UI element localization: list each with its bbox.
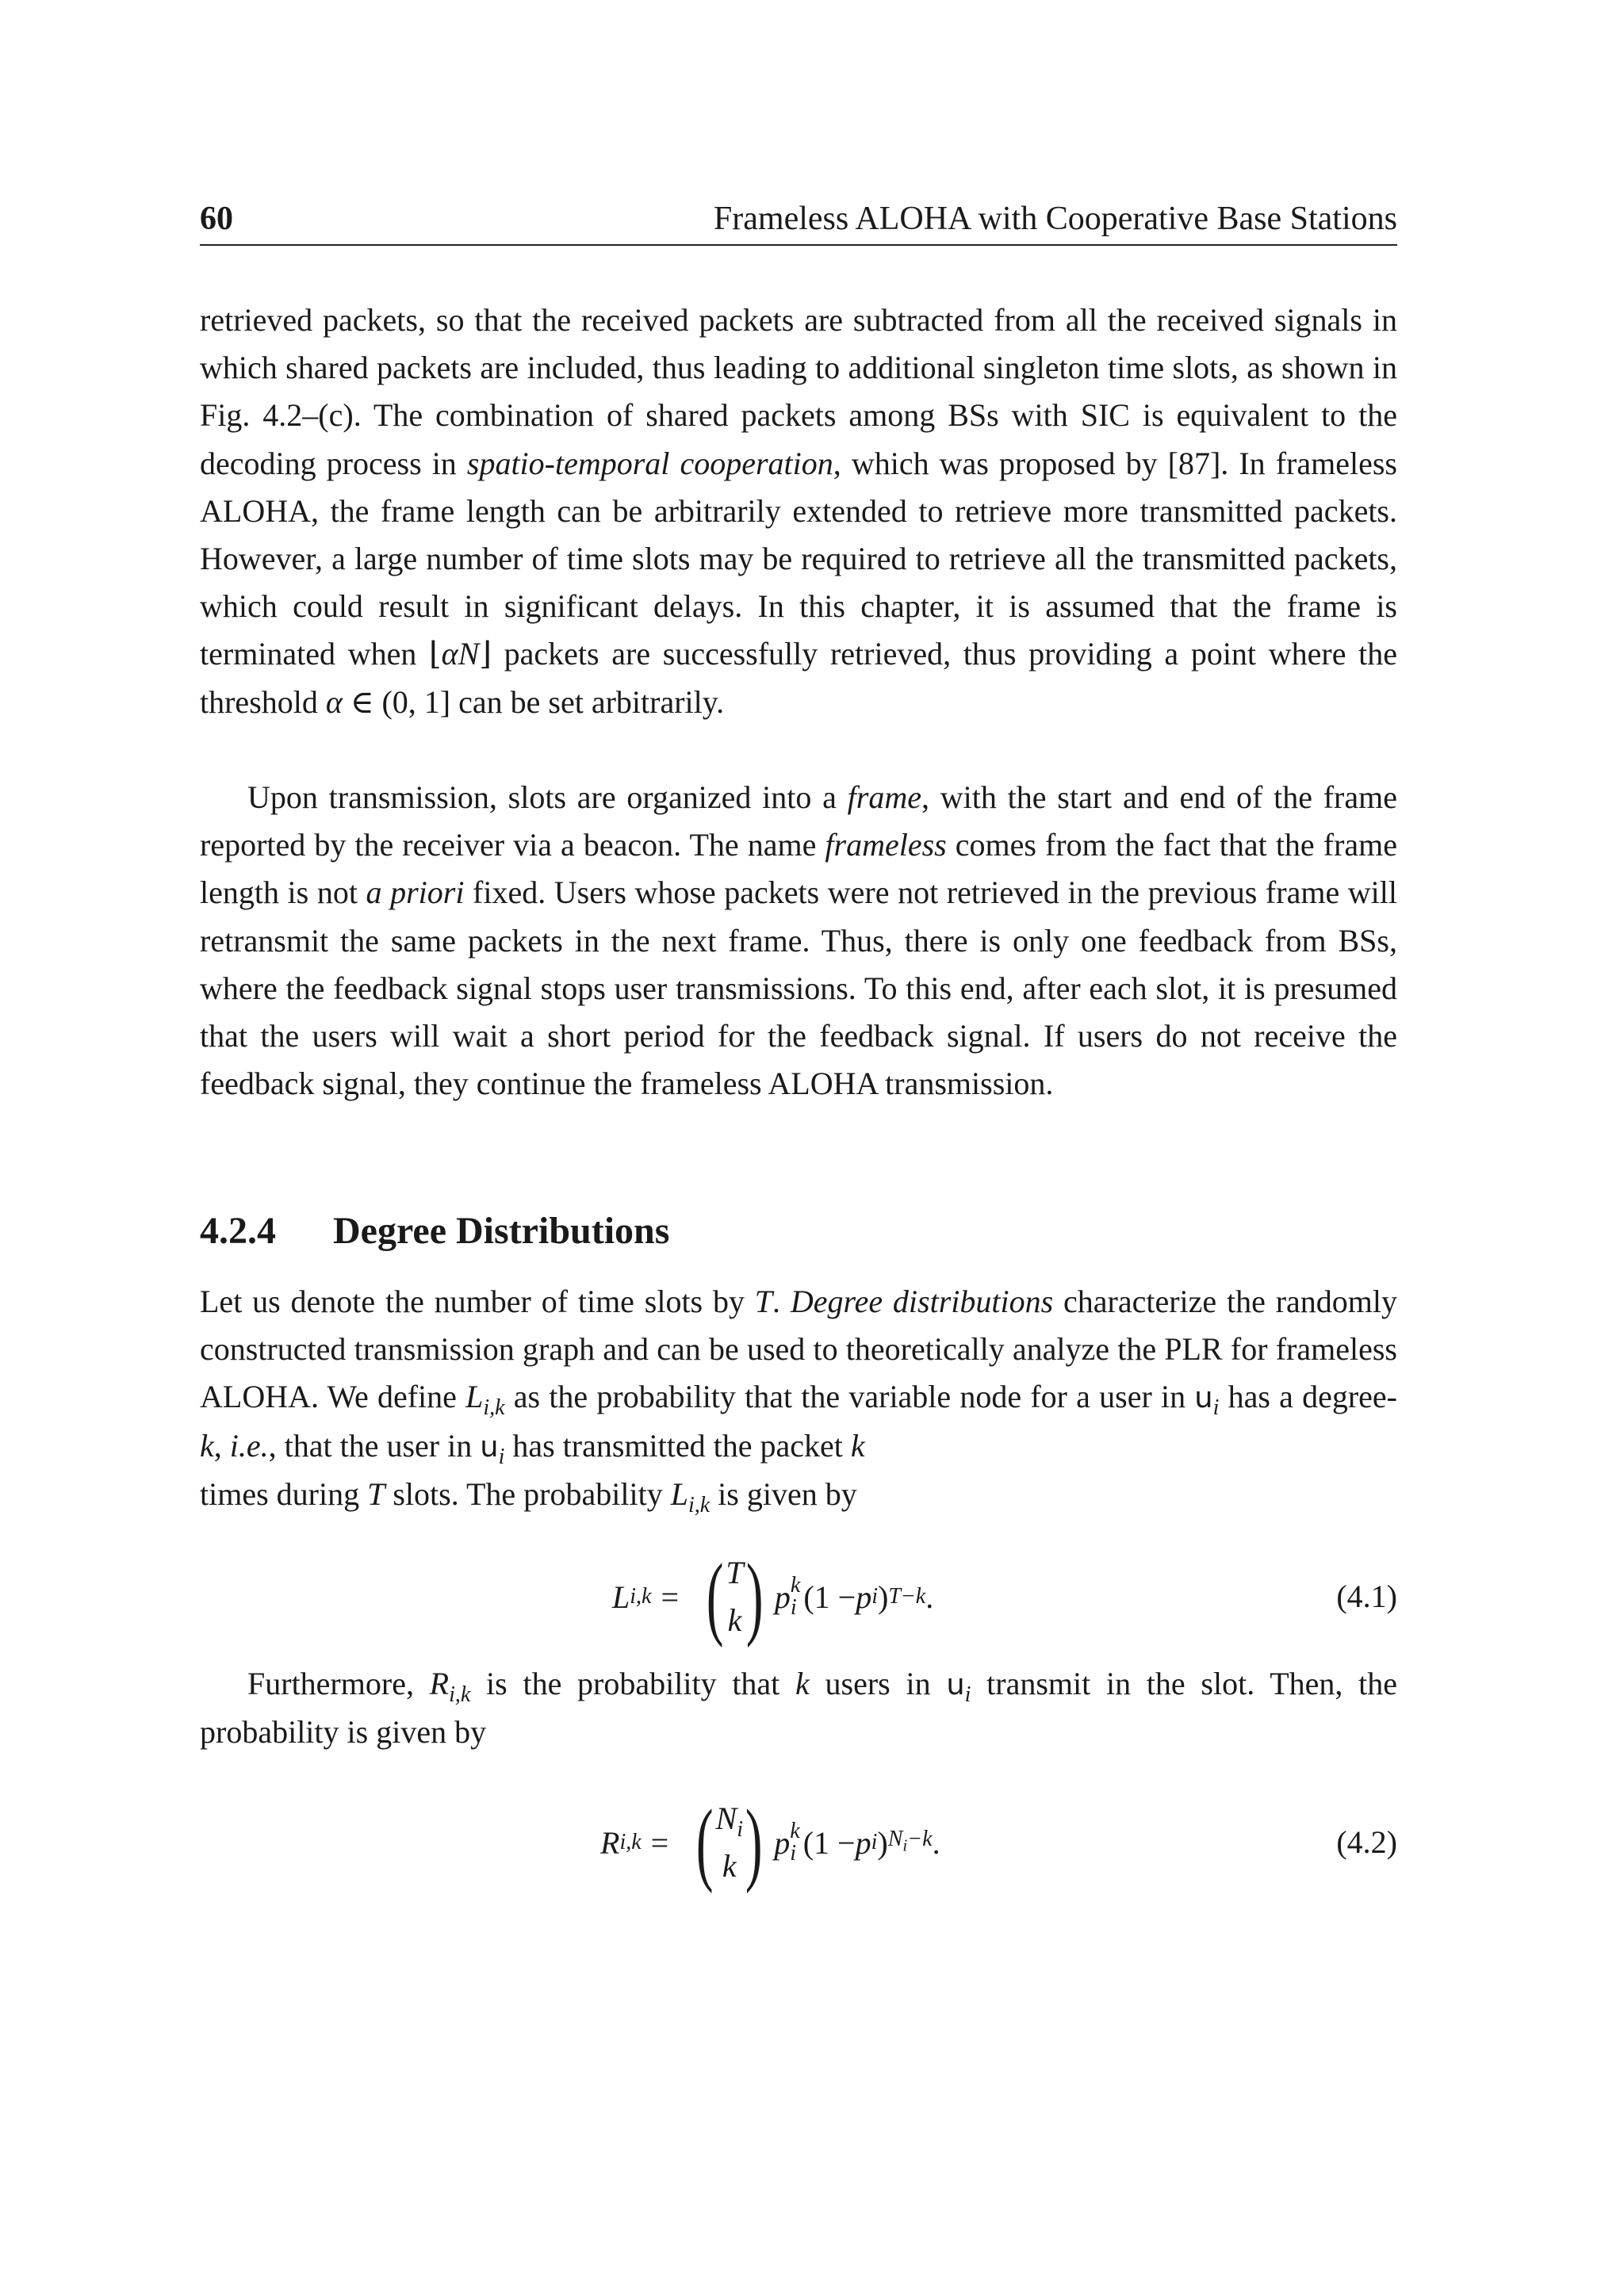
running-header [200,195,1397,246]
paragraph-1: retrieved packets, so that the received packets are subtracted from all the received signals in which shared packets are included, thus leading to additional singleton time slots, as shown in Fig. 4.2–(c). The combination of shared packets among BSs with SIC is equivalent to the decoding process in spatio-temporal cooperation, which was proposed by [87]. In frameless ALOHA, the frame length can be arbitrarily extended to retrieve more transmitted packets. However, a large number of time slots may be required to retrieve all the transmitted packets, which could result in significant delays. In this chapter, it is assumed that the frame is terminated when ⌊αN⌋ packets are successfully retrieved, thus providing a point where the threshold α ∈ (0, 1] can be set arbitrarily. [200,302,1397,720]
binomial: ( $N_i$ k ) [696,1790,763,1894]
paragraph-3: Let us denote the number of time slots by T. Degree distributions characterize the randomly constructed transmission graph and can be used to theoretically analyze the PLR for frameless ALOHA. We define $L_{i,k}$ as the probability that the variable node for a user in $u_i$ has a degree-k, i.e., that the user in $u_i$ has transmitted the packet k times during T slots. The probability $L_{i,k}$ is given by [200,1284,1398,1517]
paragraph-4: Furthermore, $R_{i,k}$ is the probability that k users in $u_i$ transmit in the slot. Then, the probability is given by [200,1666,1397,1751]
paragraph-2: Upon transmission, slots are organized into a frame, with the start and end of the frame reported by the receiver via a beacon. The name frameless comes from the fact that the frame length is not a priori fixed. Users whose packets were not retrieved in the previous frame will retransmit the same packets in the next frame. Thus, there is only one feedback from BSs, where the feedback signal stops user transmissions. To this end, after each slot, it is presumed that the users will wait a short period for the feedback signal. If users do not receive the feedback signal, they continue the frameless ALOHA transmission. [200,779,1398,1102]
section-number: 4.2.4 [200,1210,276,1252]
math: α [325,683,343,720]
binomial: ( T k ) [706,1544,764,1648]
equation-4-1: L i,k = ( T k ) p k i (1 − p i ) T−k . (4.1) [612,1544,1397,1648]
equation-number: (4.2) [1336,1824,1397,1860]
equation-4-2: R i,k = ( $N_i$ k ) p k i (1 − p i ) $N_i-k$ . (4.2) [600,1790,1397,1894]
equation-number: (4.1) [1336,1578,1397,1614]
section-title: Degree Distributions [333,1210,670,1252]
emphasis: spatio-temporal cooperation [466,445,833,481]
math: αN [441,636,480,672]
page-number: 60 [200,201,233,237]
running-title: Frameless ALOHA with Cooperative Base Stations [713,201,1397,237]
section-heading [200,1205,669,1257]
